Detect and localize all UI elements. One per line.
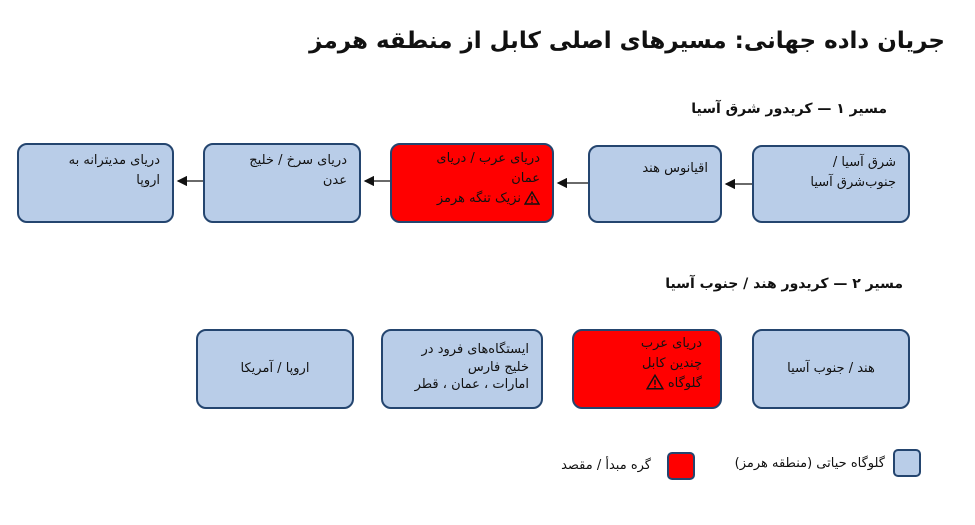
warning-text: گلوگاه: [667, 376, 702, 392]
route1-node-east-asia: [752, 145, 910, 223]
route2-node-india: [752, 329, 910, 409]
route2-node-landing-stations: [381, 329, 543, 409]
node-text: عدن: [322, 173, 347, 189]
route1-node-mediterranean: [17, 143, 174, 223]
warning-text: نزیک تنگه هرمز: [436, 191, 521, 207]
node-text: عمان: [511, 171, 540, 187]
node-text: خلیج فارس: [467, 359, 529, 375]
node-text: دریای سرخ / خلیج: [249, 153, 347, 168]
route1-heading: مسیر ۱ — کریدور شرق آسیا: [691, 101, 887, 117]
warning-icon: [524, 191, 540, 205]
node-text: شرق آسیا /: [832, 155, 896, 170]
node-warning: [586, 374, 702, 394]
node-warning: [404, 189, 540, 209]
route2-node-europe-america: [196, 329, 354, 409]
route1-node-arabian-sea: [390, 143, 554, 223]
route1-node-red-sea: [203, 143, 361, 223]
node-text: دریای مدیترانه به: [68, 153, 160, 168]
warning-icon: [646, 374, 664, 390]
node-text: اروپا: [136, 173, 160, 189]
node-text: دریای عرب: [640, 336, 702, 351]
legend-swatch-node: [667, 452, 695, 480]
legend-label-critical: گلوگاه حیاتی (منطقه هرمز): [734, 456, 885, 471]
node-text: هند / جنوب آسیا: [787, 360, 875, 376]
node-text: اروپا / آمریکا: [240, 360, 310, 376]
route1-node-indian-ocean: [588, 145, 722, 223]
node-text: جنوب‌شرق آسیا: [810, 175, 896, 191]
legend-swatch-critical: [893, 449, 921, 477]
legend-label-node: گره مبدأ / مقصد: [561, 458, 651, 473]
diagram-title: جریان داده جهانی: مسیرهای اصلی کابل از منطقه هرمز: [309, 28, 945, 54]
route2-node-arabian-sea: [572, 329, 722, 409]
node-text: اقیانوس هند: [642, 161, 708, 176]
route2-heading: مسیر ۲ — کریدور هند / جنوب آسیا: [665, 276, 903, 292]
node-text: دریای عرب / دریای: [436, 151, 540, 166]
node-text: ایستگاه‌های فرود در: [421, 342, 529, 357]
node-text: امارات ، عمان ، قطر: [414, 377, 529, 393]
node-text: چندین کابل: [641, 356, 702, 372]
